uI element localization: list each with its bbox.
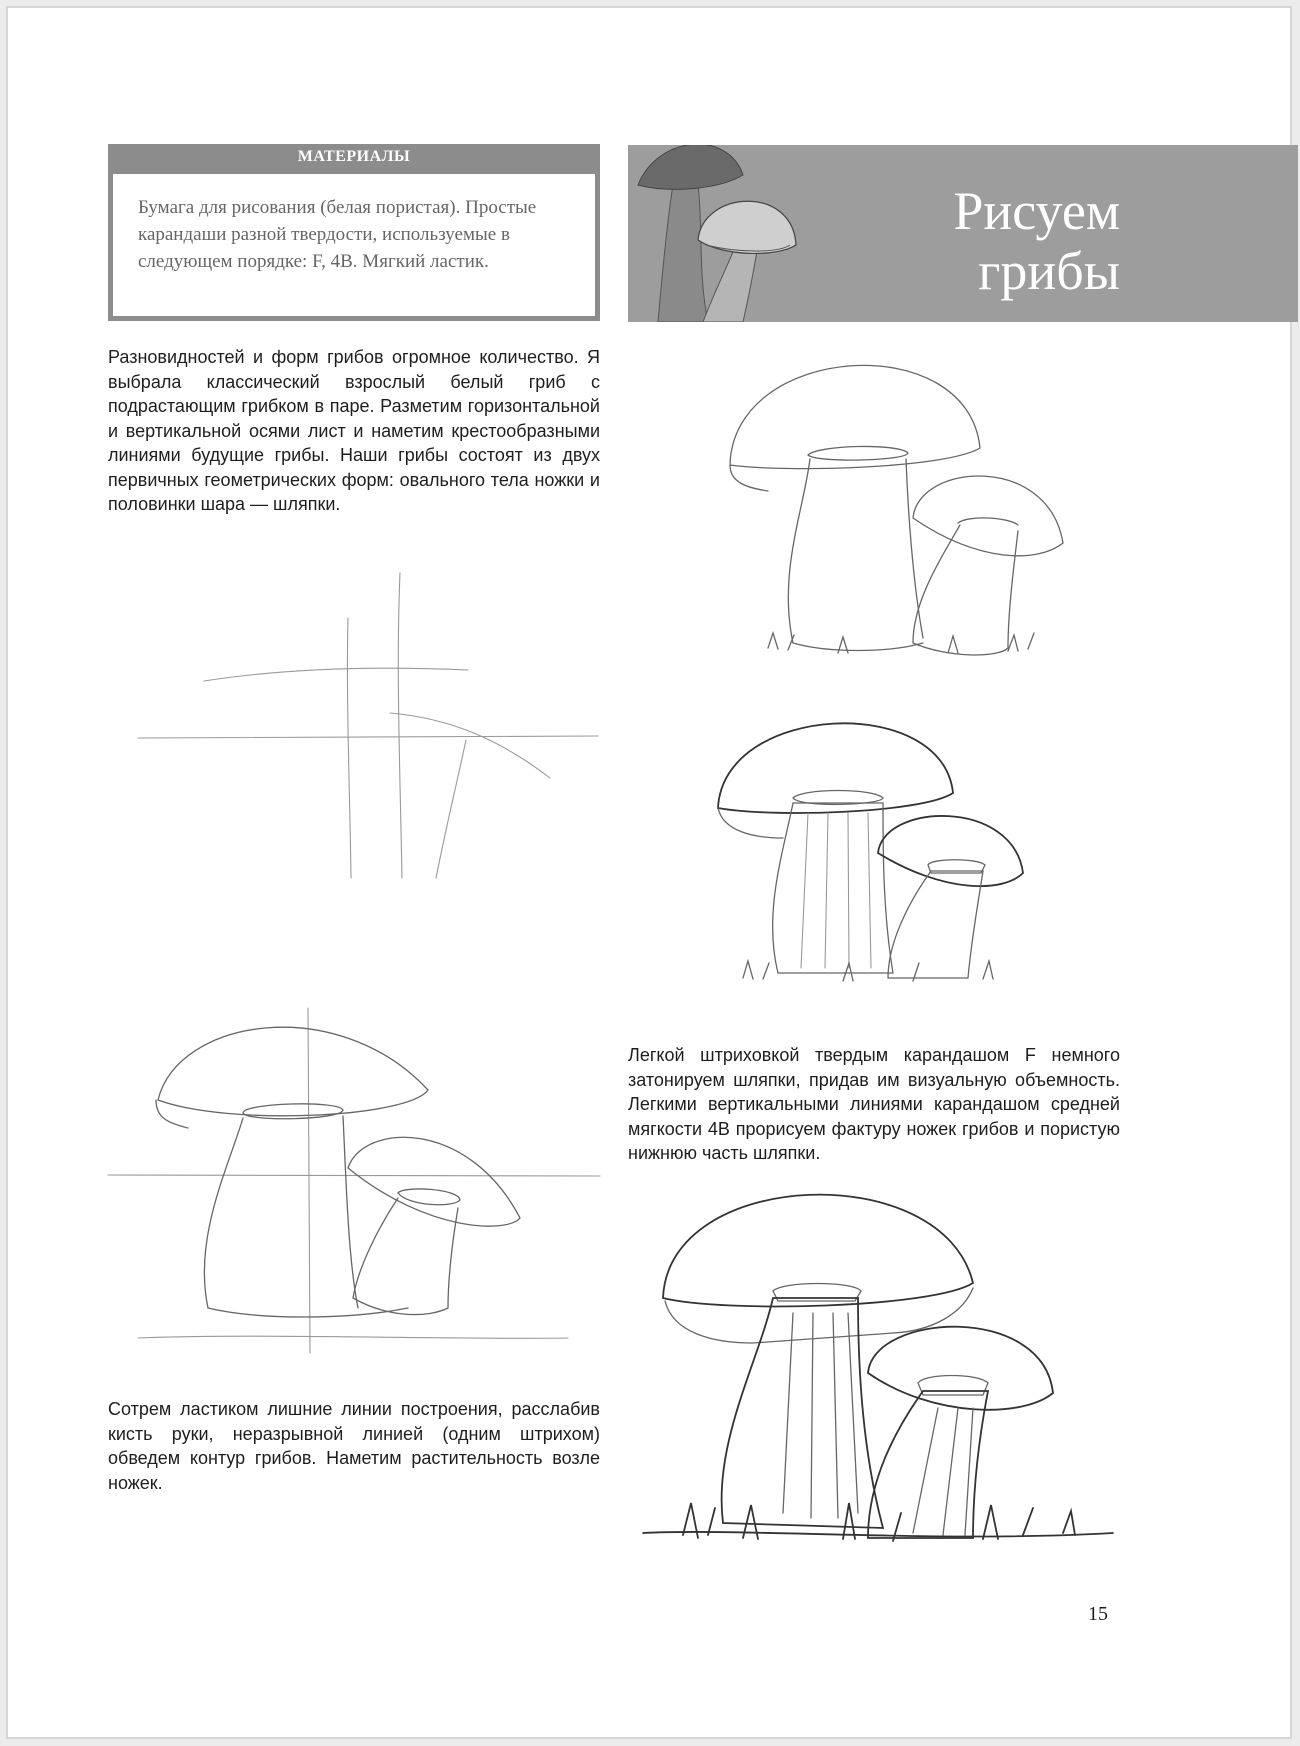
step2-basic-shapes-sketch: [108, 1008, 600, 1353]
materials-box: [108, 144, 600, 321]
header-mushroom-illustration: [628, 145, 818, 322]
step3-outline-sketch: [708, 353, 1048, 683]
page-title: Рисуем грибы: [953, 181, 1120, 301]
title-band: [628, 145, 1298, 322]
intro-paragraph: Разновидностей и форм грибов огромное количество. Я выбрала классический взрослый белый гриб с подрастающим грибком в паре. Разметим горизонтальной и вертикальной осями лист и наметим крестообразными линиями будущие грибы. Наши грибы состоят из двух первичных геометрических форм: овального тела ножки и половинки шара — шляпки.: [108, 347, 600, 514]
step-shading-paragraph: Легкой штриховкой твердым карандашом F немного затонируем шляпки, придав им визуальную объемность. Легкими вертикальными линиями карандашом средней мягкости 4B прорисуем фактуру ножек грибов и пористую нижнюю часть шляпки.: [628, 1045, 1120, 1163]
materials-title: МАТЕРИАЛЫ: [297, 148, 411, 165]
step4-shading-sketch: [703, 713, 1033, 1003]
book-page: [6, 6, 1292, 1739]
step5-final-drawing: [643, 1183, 1123, 1583]
step1-construction-lines-sketch: [138, 568, 598, 888]
materials-text: Бумага для рисования (белая пористая). Простые карандаши разной твердости, используемые в следующем порядке: F, 4B. Мягкий ластик.: [113, 174, 595, 316]
page-number: 15: [1088, 1603, 1108, 1625]
step-outline-paragraph: Сотрем ластиком лишние линии построения, расслабив кисть руки, неразрывной линией (одним штрихом) обведем контур грибов. Наметим растительность возле ножек.: [108, 1399, 600, 1493]
